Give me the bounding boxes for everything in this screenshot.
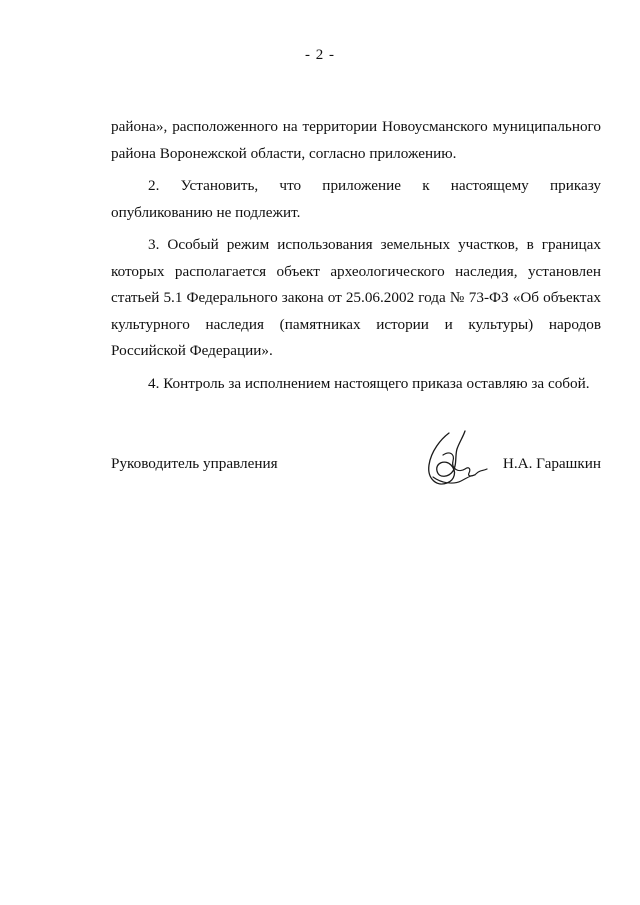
signature-block (111, 455, 601, 475)
paragraph-item-3: 3. Особый режим использования земельных участков, в границах которых располагается объект археологического наследия, установлен статьей 5.1 Федерального закона от 25.06.2002 года № 73-ФЗ «Об объектах культурного наследия (памятниках истории и культуры) народов Российской Федерации». (111, 236, 601, 359)
signer-title: Руководитель управления (111, 455, 278, 472)
paragraph-item-2: 2. Установить, что приложение к настоящему приказу опубликованию не подлежит. (111, 177, 601, 221)
document-body (111, 114, 601, 397)
paragraph-continuation: района», расположенного на территории Новоусманского муниципального района Воронежской области, согласно приложению. (111, 118, 601, 162)
handwritten-signature (419, 425, 491, 505)
paragraph-item-4: 4. Контроль за исполнением настоящего приказа оставляю за собой. (148, 374, 590, 392)
page-number: - 2 - (305, 47, 335, 63)
signer-name: Н.А. Гарашкин (502, 455, 601, 472)
